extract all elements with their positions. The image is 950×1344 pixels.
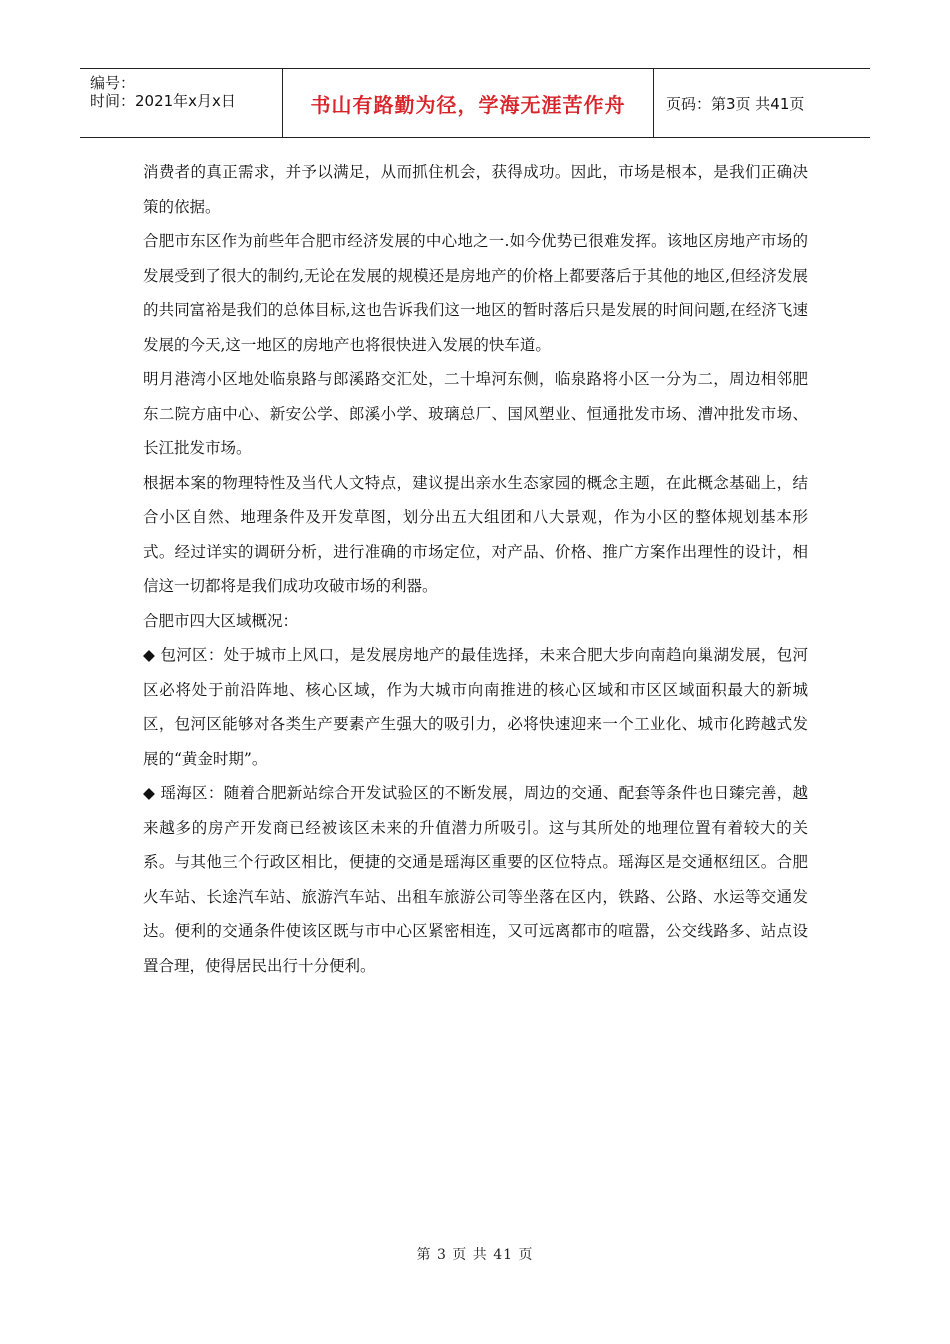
document-date-label: 时间：2021年x月x日 (90, 92, 236, 110)
paragraph: 合肥市东区作为前些年合肥市经济发展的中心地之一.如今优势已很难发挥。该地区房地产市场的发展受到了很大的制约,无论在发展的规模还是房地产的价格上都要落后于其他的地区,但经济发展的共同富裕是我们的总体目标,这也告诉我们这一地区的暂时落后只是发展的时间问题,在经济飞速发展的今天,这一地区的房地产也将很快进入发展的快车道。 (143, 232, 808, 354)
header-page-cell (654, 69, 870, 137)
header-motto-cell (283, 69, 654, 137)
page-footer: 第 3 页 共 41 页 (416, 1247, 534, 1263)
paragraph: ◆ 瑶海区：随着合肥新站综合开发试验区的不断发展，周边的交通、配套等条件也日臻完善，越来越多的房产开发商已经被该区未来的升值潜力所吸引。这与其所处的地理位置有着较大的关系。与其他三个行政区相比，便捷的交通是瑶海区重要的区位特点。瑶海区是交通枢纽区。合肥火车站、长途汽车站、旅游汽车站、出租车旅游公司等坐落在区内，铁路、公路、水运等交通发达。便利的交通条件使该区既与市中心区紧密相连，又可远离都市的喧嚣，公交线路多、站点设置合理，使得居民出行十分便利。 (143, 784, 808, 975)
paragraph: 消费者的真正需求，并予以满足，从而抓住机会，获得成功。因此，市场是根本，是我们正确决策的依据。 (143, 163, 808, 216)
header-page-info: 页码：第3页 共41页 (666, 94, 805, 113)
paragraph: 明月港湾小区地处临泉路与郎溪路交汇处，二十埠河东侧，临泉路将小区一分为二，周边相邻肥东二院方庙中心、新安公学、郎溪小学、玻璃总厂、国风塑业、恒通批发市场、漕冲批发市场、长江批发市场。 (143, 370, 808, 457)
paragraph: 根据本案的物理特性及当代人文特点，建议提出亲水生态家园的概念主题，在此概念基础上，结合小区自然、地理条件及开发草图，划分出五大组团和八大景观，作为小区的整体规划基本形式。经过详实的调研分析，进行准确的市场定位，对产品、价格、推广方案作出理性的设计，相信这一切都将是我们成功攻破市场的利器。 (143, 473, 808, 595)
header-meta-cell (80, 69, 283, 137)
paragraph: ◆ 包河区：处于城市上风口，是发展房地产的最佳选择，未来合肥大步向南趋向巢湖发展，包河区必将处于前沿阵地、核心区域，作为大城市向南推进的核心区域和市区区域面积最大的新城区，包河区能够对各类生产要素产生强大的吸引力，必将快速迎来一个工业化、城市化跨越式发展的“黄金时期”。 (143, 646, 808, 768)
header-motto: 书山有路勤为径，学海无涯苦作舟 (310, 92, 626, 117)
document-header (80, 68, 870, 138)
document-body (143, 155, 808, 983)
paragraph: 合肥市四大区域概况： (143, 611, 299, 630)
document-number-label: 编号： (90, 74, 136, 92)
